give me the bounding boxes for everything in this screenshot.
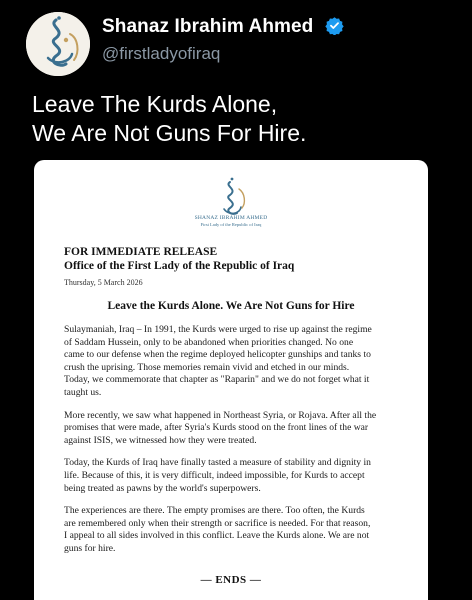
text-line: More recently, we saw what happened in Northeast Syria, or Rojava. After all the [64, 409, 377, 421]
tweet-line: We Are Not Guns For Hire. [32, 120, 307, 146]
text-line: crush the uprising. Those memories remain vivid and etched in our minds. [64, 361, 350, 373]
office-label: Office of the First Lady of the Republic of Iraq [64, 260, 295, 272]
document-title: Leave the Kurds Alone. We Are Not Guns for Hire [107, 300, 355, 312]
calligraphy-emblem-icon [26, 12, 90, 76]
verified-badge-icon [325, 16, 344, 35]
release-label: FOR IMMEDIATE RELEASE [64, 246, 218, 258]
display-name-text: Shanaz Ibrahim Ahmed [102, 16, 314, 37]
user-handle[interactable]: @firstladyofiraq [102, 44, 221, 63]
ends-marker: — ENDS — [200, 574, 262, 586]
document-body [64, 324, 408, 566]
org-subtitle: First Lady of the Republic of Iraq [200, 222, 262, 227]
text-line: being treated as pawns by the world's superpowers. [64, 482, 261, 494]
paragraph [64, 410, 408, 448]
paragraph [64, 457, 408, 495]
text-line: came to our defense when the regime deployed helicopter gunships and tanks to [64, 349, 371, 361]
text-line: guns for hire. [64, 542, 116, 554]
text-line: against ISIS, we witnessed how they were treated. [64, 434, 257, 446]
paragraph [64, 324, 408, 400]
text-line: Sulaymaniah, Iraq – In 1991, the Kurds were urged to rise up against the regime [64, 324, 372, 335]
tweet-line: Leave The Kurds Alone, [32, 91, 278, 117]
text-line: taught us. [64, 386, 102, 398]
text-line: life. Because of this, it is very difficult, indeed impossible, for Kurds to accept [64, 469, 365, 481]
text-line: promises that were made, after Syria's Kurds stood on the front lines of the war [64, 422, 369, 434]
release-date: Thursday, 5 March 2026 [64, 278, 143, 287]
text-line: are remembered only when their strength or sacrifice is needed. For that reason, [64, 517, 371, 529]
text-line: The experiences are there. The empty promises are there. Too often, the Kurds [64, 505, 365, 517]
press-release-image[interactable] [34, 160, 428, 600]
tweet-header [0, 0, 472, 84]
paragraph [64, 505, 408, 555]
display-name[interactable] [102, 16, 344, 38]
avatar[interactable] [26, 12, 90, 76]
tweet-text [32, 90, 452, 148]
text-line: of Saddam Hussein, only to be abandoned when priorities changed. No one [64, 336, 354, 348]
text-line: I appeal to all sides involved in this conflict. Leave the Kurds alone. We are not [64, 530, 370, 542]
calligraphy-logo-icon [214, 176, 248, 218]
text-line: Today, the Kurds of Iraq have finally tasted a measure of stability and dignity in [64, 457, 371, 469]
org-name: SHANAZ IBRAHIM AHMED [194, 215, 268, 221]
text-line: Today, we commemorate that chapter as "Raparin" and we do not forget what it [64, 374, 370, 386]
